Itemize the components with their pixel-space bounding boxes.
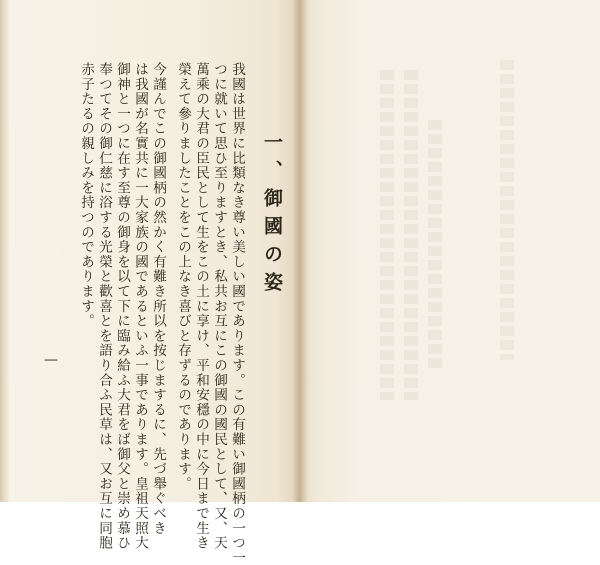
right-page-blank <box>300 0 600 502</box>
chapter-title: 一、御國の姿 <box>261 132 283 300</box>
page-dash-mark: — <box>43 352 59 368</box>
text-column-2: つに就いて思ひ至りますとき、私共お互にこの御國の國民として、又、天 <box>211 62 227 551</box>
show-through <box>380 70 394 400</box>
text-column-5: 今謹んでこの御國柄の然かく有難き所以を按じまするに、先づ舉ぐべき <box>150 62 166 536</box>
text-column-8: 奉つてその御仁慈に浴する光榮と歡喜とを語り合ふ民草は、又お互に同胞 <box>96 62 112 551</box>
text-column-9: 赤子たるの親しみを持つのであります。 <box>78 62 94 329</box>
text-column-6: は我國が名實共に一大家族の國であるといふ一事であります。皇祖天照大 <box>132 62 148 551</box>
text-column-1: 我國は世界に比類なき尊い美しい國であります。この有難い御國柄の一つ一 <box>229 62 245 565</box>
text-column-7: 御神と一つに在す至尊の御身を以て下に臨み給ふ大君をば御父と崇め慕ひ <box>114 62 130 551</box>
text-column-4: 榮えて參りましたことをこの上なき喜びと存ずるのであります。 <box>175 62 191 492</box>
book-gutter <box>292 0 308 502</box>
show-through <box>500 60 514 360</box>
text-column-3: 萬乘の大君の臣民として生をこの土に享け、平和安穩の中に今日まで生き <box>193 62 209 551</box>
show-through <box>428 120 442 370</box>
show-through <box>404 70 418 400</box>
page-edge-shadow <box>0 0 10 502</box>
